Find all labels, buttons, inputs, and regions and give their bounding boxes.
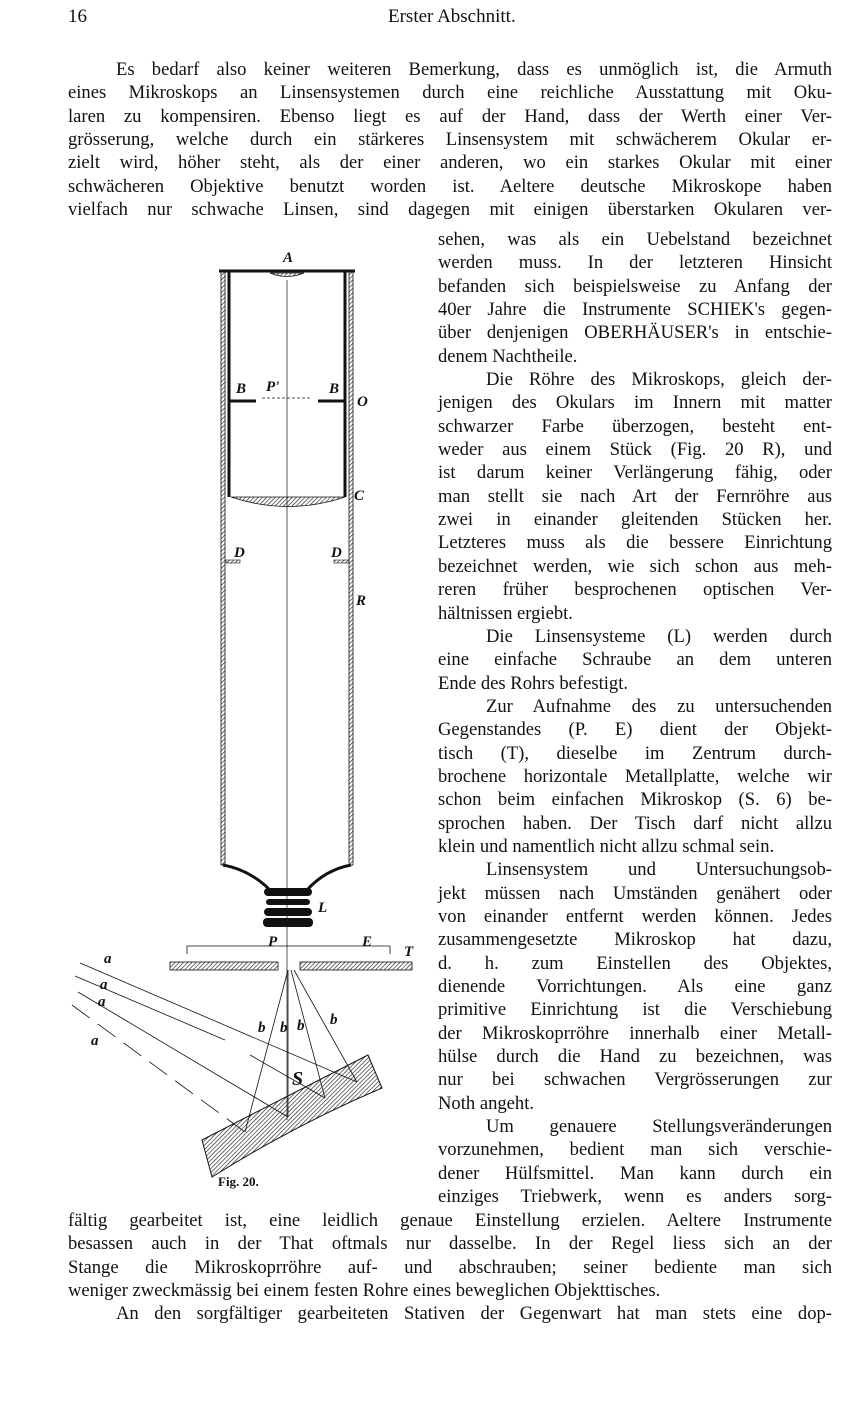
text-line: primitive Einrichtung ist die Verschiebung [438,999,832,1021]
svg-text:O: O [357,394,368,410]
svg-text:A: A [283,250,294,266]
text-line: laren zu kompensiren. Ebenso liegt es auf der Hand, dass der Werth einer Ver- [68,105,832,127]
text-line: hältnissen ergiebt. [438,602,573,624]
svg-text:a: a [104,951,112,967]
svg-text:T: T [404,944,414,960]
text-line: Um genauere Stellungsveränderungen [486,1116,832,1138]
page-number: 16 [68,6,87,27]
text-line: brochene horizontale Metallplatte, welche wir [438,765,832,787]
text-line: dener Hülfsmittel. Man kann durch ein [438,1162,832,1184]
text-line: denem Nachtheile. [438,345,578,367]
text-line: zusammengesetzte Mikroskop hat dazu, [438,929,832,951]
text-line: schon beim einfachen Mikroskop (S. 6) be- [438,789,832,811]
svg-text:b: b [330,1012,338,1028]
text-line: grösserung, welche durch ein stärkeres Linsensystem mit schwächerem Okular er- [68,129,832,151]
text-line: werden muss. In der letzteren Hinsicht [438,252,832,274]
text-line: bezeichnet werden, wie sich schon aus meh- [438,555,832,577]
svg-text:b: b [258,1020,266,1036]
figure-labels [91,250,414,1189]
svg-text:a: a [100,977,108,993]
text-line: Stange die Mikroskoprröhre auf- und abschrauben; seiner bediente man sich [68,1256,832,1278]
text-line: weniger zweckmässig bei einem festen Rohre eines beweglichen Objekttisches. [68,1280,661,1302]
text-line: Linsensystem und Untersuchungsob- [486,859,832,881]
text-line: zwei in einander gleitenden Stücken her. [438,509,832,531]
text-line: über denjenigen OBERHÄUSER's in entschie- [438,322,832,344]
svg-text:b: b [297,1018,305,1034]
text-line: tisch (T), dieselbe im Zentrum durch- [438,742,832,764]
text-line: sehen, was als ein Uebelstand bezeichnet [438,229,832,250]
text-line: dienende Vorrichtungen. Als eine ganz [438,976,832,997]
text-line: Noth angeht. [438,1092,535,1114]
text-line: ist darum keiner Verlängerung fähig, oder [438,462,832,484]
text-line: eine einfache Schraube an dem unteren [438,649,832,671]
figure-caption: Fig. 20. [218,1174,259,1189]
svg-text:B: B [236,381,247,397]
text-line: vorzunehmen, bedient man sich verschie- [438,1139,832,1161]
text-line: weder aus einem Stück (Fig. 20 R), und [438,439,832,461]
text-line: nur bei schwachen Vergrösserungen zur [438,1069,832,1091]
svg-text:a: a [98,994,106,1010]
objective-lens-system [263,888,313,927]
text-line: schwarzer Farbe überzogen, besteht ent- [438,415,832,437]
text-line: reren früher besprochenen optischen Ver- [438,579,832,601]
text-line: 40er Jahre die Instrumente SCHIEK's gegen- [438,299,832,321]
svg-text:P': P' [266,379,280,395]
text-line: von einander entfernt werden können. Jedes [438,905,832,927]
text-line: Ende des Rohrs befestigt. [438,672,629,694]
text-line: sprochen haben. Der Tisch darf nicht allzu [438,812,832,834]
text-line: hülse durch die Hand zu bezeichnen, was [438,1046,832,1068]
svg-text:R: R [356,593,367,609]
svg-text:E: E [362,934,373,950]
svg-text:C: C [354,488,365,504]
text-line: An den sorgfältiger gearbeiteten Stativen der Gegenwart hat man stets eine dop- [116,1303,832,1325]
object-stage [170,946,412,970]
text-line: der Mikroskoprröhre innerhalb einer Metall- [438,1022,832,1044]
text-line: Die Röhre des Mikroskops, gleich der- [486,369,832,391]
text-line: Letzteres muss als die bessere Einrichtung [438,532,832,554]
text-line: Zur Aufnahme des zu untersuchenden [486,695,832,717]
svg-text:D: D [331,545,342,561]
text-line: jenigen des Okulars im Innern mit matter [438,392,832,414]
text-line: jekt müssen nach Umständen genähert oder [438,882,832,904]
text-line: besassen auch in der That oftmals nur dasselbe. In der Regel liess sich an der [68,1233,832,1255]
text-line: schwächeren Objektive benutzt worden ist. Aeltere deutsche Mikroskope haben [68,175,832,197]
text-line: Die Linsensysteme (L) werden durch [486,625,832,647]
svg-text:B: B [329,381,340,397]
text-line: Gegenstandes (P. E) dient der Objekt- [438,719,832,741]
text-line: vielfach nur schwache Linsen, sind dagegen mit einigen überstarken Okularen ver- [68,199,832,221]
svg-text:S: S [292,1068,304,1090]
microscope-tube [219,270,355,1120]
text-line: klein und namentlich nicht allzu schmal sein. [438,835,775,857]
text-line: man stellt sie nach Art der Fernröhre aus [438,485,832,507]
svg-text:a: a [91,1033,99,1049]
text-line: zielt wird, höher steht, als der einer anderen, wo ein starkes Okular mit einer [68,152,832,174]
text-line: d. h. zum Einstellen des Objektes, [438,952,832,974]
svg-text:D: D [234,545,245,561]
text-line: eines Mikroskops an Linsensystemen durch eine reichliche Ausstattung mit Oku- [68,82,832,104]
svg-text:L: L [318,900,328,916]
text-line: befanden sich beispielsweise zu Anfang der [438,275,832,297]
running-title: Erster Abschnitt. [388,6,516,27]
text-line: einziges Triebwerk, wenn es anders sorg- [438,1186,832,1208]
text-line: fältig gearbeitet ist, eine leidlich genaue Einstellung erzielen. Aeltere Instrumente [68,1210,832,1231]
svg-text:b: b [280,1020,288,1036]
text-line: Es bedarf also keiner weiteren Bemerkung, dass es unmöglich ist, die Armuth [116,59,832,80]
svg-text:P: P [268,934,278,950]
